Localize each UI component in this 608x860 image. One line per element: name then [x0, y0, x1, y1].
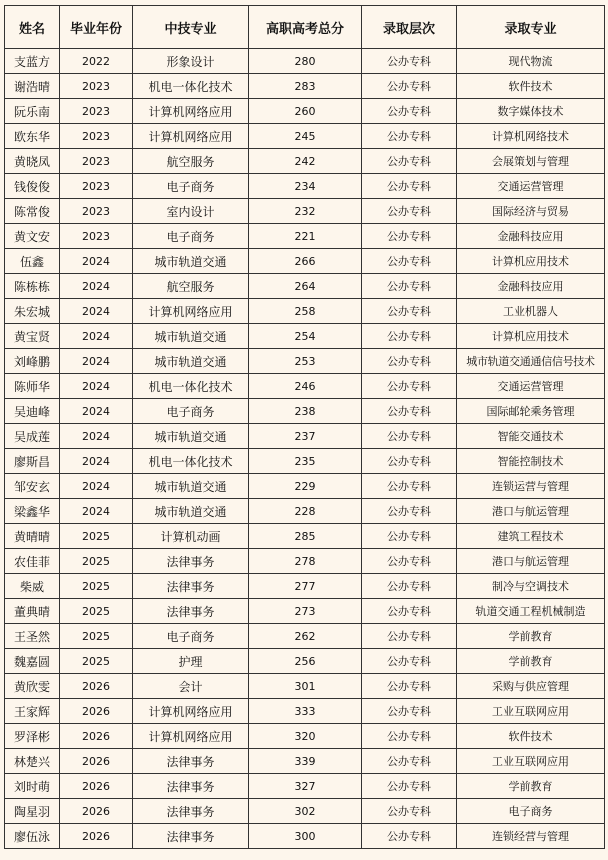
cell-vocational-major: 电子商务 [133, 224, 249, 249]
cell-exam-score: 283 [249, 74, 362, 99]
cell-admitted-major: 计算机应用技术 [457, 249, 605, 274]
table-row [5, 299, 605, 324]
cell-graduation-year: 2025 [60, 624, 133, 649]
cell-admission-level: 公办专科 [362, 599, 457, 624]
cell-exam-score: 264 [249, 274, 362, 299]
cell-graduation-year: 2024 [60, 474, 133, 499]
cell-name: 廖伍泳 [5, 824, 60, 849]
cell-admitted-major: 建筑工程技术 [457, 524, 605, 549]
cell-graduation-year: 2023 [60, 124, 133, 149]
cell-graduation-year: 2023 [60, 199, 133, 224]
table-row [5, 124, 605, 149]
cell-exam-score: 320 [249, 724, 362, 749]
cell-admission-level: 公办专科 [362, 724, 457, 749]
cell-exam-score: 237 [249, 424, 362, 449]
cell-vocational-major: 法律事务 [133, 549, 249, 574]
cell-graduation-year: 2024 [60, 299, 133, 324]
cell-name: 谢浩晴 [5, 74, 60, 99]
cell-name: 阮乐南 [5, 99, 60, 124]
cell-exam-score: 333 [249, 699, 362, 724]
cell-name: 王家辉 [5, 699, 60, 724]
cell-exam-score: 280 [249, 49, 362, 74]
cell-name: 林楚兴 [5, 749, 60, 774]
cell-admitted-major: 软件技术 [457, 74, 605, 99]
cell-vocational-major: 法律事务 [133, 774, 249, 799]
table-row [5, 399, 605, 424]
cell-name: 刘峰鹏 [5, 349, 60, 374]
cell-admission-level: 公办专科 [362, 824, 457, 849]
cell-name: 王圣然 [5, 624, 60, 649]
cell-graduation-year: 2024 [60, 349, 133, 374]
cell-graduation-year: 2024 [60, 449, 133, 474]
cell-exam-score: 260 [249, 99, 362, 124]
table-row [5, 424, 605, 449]
cell-name: 黄晴晴 [5, 524, 60, 549]
cell-name: 欧东华 [5, 124, 60, 149]
header-admission-level: 录取层次 [362, 6, 457, 49]
cell-vocational-major: 计算机网络应用 [133, 124, 249, 149]
cell-admitted-major: 城市轨道交通通信信号技术 [457, 349, 605, 374]
table-row [5, 649, 605, 674]
cell-admission-level: 公办专科 [362, 424, 457, 449]
cell-admission-level: 公办专科 [362, 749, 457, 774]
admission-table-container [4, 5, 604, 849]
header-exam-score: 高职高考总分 [249, 6, 362, 49]
cell-vocational-major: 法律事务 [133, 824, 249, 849]
cell-graduation-year: 2025 [60, 524, 133, 549]
cell-admitted-major: 现代物流 [457, 49, 605, 74]
cell-exam-score: 246 [249, 374, 362, 399]
cell-exam-score: 254 [249, 324, 362, 349]
table-row [5, 49, 605, 74]
cell-admission-level: 公办专科 [362, 324, 457, 349]
table-row [5, 349, 605, 374]
table-row [5, 774, 605, 799]
cell-name: 伍鑫 [5, 249, 60, 274]
cell-admitted-major: 金融科技应用 [457, 224, 605, 249]
cell-admitted-major: 轨道交通工程机械制造 [457, 599, 605, 624]
cell-graduation-year: 2024 [60, 249, 133, 274]
cell-admitted-major: 软件技术 [457, 724, 605, 749]
cell-vocational-major: 会计 [133, 674, 249, 699]
cell-admitted-major: 交通运营管理 [457, 174, 605, 199]
cell-vocational-major: 形象设计 [133, 49, 249, 74]
cell-graduation-year: 2026 [60, 799, 133, 824]
cell-name: 董典晴 [5, 599, 60, 624]
cell-admitted-major: 学前教育 [457, 649, 605, 674]
cell-admission-level: 公办专科 [362, 499, 457, 524]
cell-graduation-year: 2023 [60, 149, 133, 174]
cell-vocational-major: 计算机网络应用 [133, 299, 249, 324]
cell-graduation-year: 2026 [60, 674, 133, 699]
header-row [5, 6, 605, 49]
table-row [5, 574, 605, 599]
cell-admitted-major: 工业互联网应用 [457, 699, 605, 724]
table-row [5, 724, 605, 749]
cell-graduation-year: 2024 [60, 374, 133, 399]
cell-vocational-major: 城市轨道交通 [133, 474, 249, 499]
admission-table [4, 5, 605, 849]
cell-admission-level: 公办专科 [362, 199, 457, 224]
cell-exam-score: 327 [249, 774, 362, 799]
cell-exam-score: 301 [249, 674, 362, 699]
table-row [5, 449, 605, 474]
cell-graduation-year: 2024 [60, 499, 133, 524]
table-row [5, 674, 605, 699]
cell-vocational-major: 城市轨道交通 [133, 349, 249, 374]
cell-vocational-major: 城市轨道交通 [133, 249, 249, 274]
cell-vocational-major: 法律事务 [133, 599, 249, 624]
cell-name: 吴成莲 [5, 424, 60, 449]
cell-exam-score: 273 [249, 599, 362, 624]
cell-admission-level: 公办专科 [362, 124, 457, 149]
cell-admitted-major: 学前教育 [457, 774, 605, 799]
cell-vocational-major: 机电一体化技术 [133, 74, 249, 99]
cell-name: 刘时萌 [5, 774, 60, 799]
table-row [5, 374, 605, 399]
cell-admitted-major: 工业机器人 [457, 299, 605, 324]
cell-graduation-year: 2025 [60, 649, 133, 674]
cell-admitted-major: 智能控制技术 [457, 449, 605, 474]
cell-graduation-year: 2024 [60, 324, 133, 349]
cell-exam-score: 278 [249, 549, 362, 574]
header-vocational-major: 中技专业 [133, 6, 249, 49]
cell-name: 罗泽彬 [5, 724, 60, 749]
table-row [5, 199, 605, 224]
table-row [5, 824, 605, 849]
cell-admission-level: 公办专科 [362, 174, 457, 199]
cell-exam-score: 238 [249, 399, 362, 424]
table-row [5, 324, 605, 349]
cell-admitted-major: 计算机网络技术 [457, 124, 605, 149]
header-name: 姓名 [5, 6, 60, 49]
cell-admitted-major: 计算机应用技术 [457, 324, 605, 349]
cell-name: 柴威 [5, 574, 60, 599]
cell-admission-level: 公办专科 [362, 149, 457, 174]
cell-admission-level: 公办专科 [362, 374, 457, 399]
cell-name: 朱宏城 [5, 299, 60, 324]
cell-graduation-year: 2025 [60, 549, 133, 574]
cell-admission-level: 公办专科 [362, 524, 457, 549]
cell-exam-score: 232 [249, 199, 362, 224]
cell-admitted-major: 连锁运营与管理 [457, 474, 605, 499]
cell-admission-level: 公办专科 [362, 224, 457, 249]
cell-graduation-year: 2023 [60, 224, 133, 249]
cell-admitted-major: 电子商务 [457, 799, 605, 824]
table-row [5, 99, 605, 124]
cell-exam-score: 229 [249, 474, 362, 499]
cell-name: 黄宝贤 [5, 324, 60, 349]
cell-admitted-major: 连锁经营与管理 [457, 824, 605, 849]
cell-name: 魏嘉圆 [5, 649, 60, 674]
cell-admission-level: 公办专科 [362, 674, 457, 699]
cell-vocational-major: 护理 [133, 649, 249, 674]
table-row [5, 524, 605, 549]
cell-vocational-major: 计算机网络应用 [133, 724, 249, 749]
cell-exam-score: 221 [249, 224, 362, 249]
cell-admitted-major: 学前教育 [457, 624, 605, 649]
table-row [5, 249, 605, 274]
table-row [5, 499, 605, 524]
cell-name: 农佳菲 [5, 549, 60, 574]
cell-graduation-year: 2026 [60, 824, 133, 849]
cell-admission-level: 公办专科 [362, 274, 457, 299]
cell-vocational-major: 航空服务 [133, 274, 249, 299]
table-header [5, 6, 605, 49]
cell-admitted-major: 采购与供应管理 [457, 674, 605, 699]
cell-vocational-major: 电子商务 [133, 399, 249, 424]
table-row [5, 74, 605, 99]
cell-vocational-major: 法律事务 [133, 799, 249, 824]
cell-name: 黄文安 [5, 224, 60, 249]
cell-vocational-major: 电子商务 [133, 174, 249, 199]
cell-graduation-year: 2024 [60, 274, 133, 299]
cell-admitted-major: 国际经济与贸易 [457, 199, 605, 224]
cell-exam-score: 300 [249, 824, 362, 849]
cell-exam-score: 258 [249, 299, 362, 324]
cell-admission-level: 公办专科 [362, 399, 457, 424]
cell-exam-score: 285 [249, 524, 362, 549]
cell-vocational-major: 计算机网络应用 [133, 99, 249, 124]
cell-graduation-year: 2023 [60, 74, 133, 99]
cell-vocational-major: 法律事务 [133, 574, 249, 599]
cell-graduation-year: 2026 [60, 699, 133, 724]
cell-vocational-major: 计算机动画 [133, 524, 249, 549]
table-row [5, 224, 605, 249]
cell-name: 黄欣雯 [5, 674, 60, 699]
cell-vocational-major: 机电一体化技术 [133, 374, 249, 399]
cell-exam-score: 245 [249, 124, 362, 149]
cell-graduation-year: 2023 [60, 174, 133, 199]
cell-graduation-year: 2026 [60, 749, 133, 774]
cell-admission-level: 公办专科 [362, 49, 457, 74]
header-admitted-major: 录取专业 [457, 6, 605, 49]
cell-graduation-year: 2022 [60, 49, 133, 74]
cell-admitted-major: 国际邮轮乘务管理 [457, 399, 605, 424]
cell-exam-score: 277 [249, 574, 362, 599]
cell-exam-score: 234 [249, 174, 362, 199]
cell-name: 梁鑫华 [5, 499, 60, 524]
cell-exam-score: 256 [249, 649, 362, 674]
table-row [5, 599, 605, 624]
cell-exam-score: 266 [249, 249, 362, 274]
table-row [5, 174, 605, 199]
cell-admission-level: 公办专科 [362, 574, 457, 599]
cell-admitted-major: 工业互联网应用 [457, 749, 605, 774]
cell-exam-score: 253 [249, 349, 362, 374]
cell-admission-level: 公办专科 [362, 649, 457, 674]
cell-name: 陈栋栋 [5, 274, 60, 299]
cell-name: 邹安玄 [5, 474, 60, 499]
cell-exam-score: 302 [249, 799, 362, 824]
cell-exam-score: 242 [249, 149, 362, 174]
table-row [5, 474, 605, 499]
table-row [5, 149, 605, 174]
cell-vocational-major: 电子商务 [133, 624, 249, 649]
cell-admission-level: 公办专科 [362, 249, 457, 274]
cell-admitted-major: 金融科技应用 [457, 274, 605, 299]
cell-exam-score: 262 [249, 624, 362, 649]
cell-admission-level: 公办专科 [362, 449, 457, 474]
cell-admission-level: 公办专科 [362, 549, 457, 574]
table-row [5, 699, 605, 724]
cell-graduation-year: 2024 [60, 399, 133, 424]
cell-vocational-major: 城市轨道交通 [133, 424, 249, 449]
cell-admitted-major: 会展策划与管理 [457, 149, 605, 174]
cell-vocational-major: 机电一体化技术 [133, 449, 249, 474]
cell-name: 陈常俊 [5, 199, 60, 224]
cell-admitted-major: 智能交通技术 [457, 424, 605, 449]
cell-admission-level: 公办专科 [362, 699, 457, 724]
cell-exam-score: 235 [249, 449, 362, 474]
cell-admission-level: 公办专科 [362, 74, 457, 99]
header-graduation-year: 毕业年份 [60, 6, 133, 49]
cell-vocational-major: 法律事务 [133, 749, 249, 774]
cell-admission-level: 公办专科 [362, 799, 457, 824]
cell-vocational-major: 城市轨道交通 [133, 324, 249, 349]
cell-admission-level: 公办专科 [362, 624, 457, 649]
cell-exam-score: 228 [249, 499, 362, 524]
cell-admitted-major: 制冷与空调技术 [457, 574, 605, 599]
cell-admission-level: 公办专科 [362, 474, 457, 499]
cell-vocational-major: 航空服务 [133, 149, 249, 174]
cell-name: 吴迪峰 [5, 399, 60, 424]
table-body [5, 49, 605, 849]
cell-vocational-major: 计算机网络应用 [133, 699, 249, 724]
cell-admitted-major: 港口与航运管理 [457, 549, 605, 574]
cell-graduation-year: 2026 [60, 774, 133, 799]
cell-admitted-major: 数字媒体技术 [457, 99, 605, 124]
cell-admission-level: 公办专科 [362, 774, 457, 799]
table-row [5, 749, 605, 774]
cell-admitted-major: 交通运营管理 [457, 374, 605, 399]
cell-name: 钱俊俊 [5, 174, 60, 199]
cell-name: 支蓝方 [5, 49, 60, 74]
cell-admission-level: 公办专科 [362, 99, 457, 124]
cell-graduation-year: 2025 [60, 574, 133, 599]
cell-graduation-year: 2023 [60, 99, 133, 124]
table-row [5, 624, 605, 649]
cell-admission-level: 公办专科 [362, 299, 457, 324]
cell-name: 廖斯昌 [5, 449, 60, 474]
cell-name: 陈师华 [5, 374, 60, 399]
cell-name: 陶星羽 [5, 799, 60, 824]
cell-graduation-year: 2026 [60, 724, 133, 749]
cell-vocational-major: 室内设计 [133, 199, 249, 224]
cell-vocational-major: 城市轨道交通 [133, 499, 249, 524]
cell-graduation-year: 2025 [60, 599, 133, 624]
cell-graduation-year: 2024 [60, 424, 133, 449]
table-row [5, 274, 605, 299]
cell-name: 黄晓凤 [5, 149, 60, 174]
table-row [5, 799, 605, 824]
cell-admission-level: 公办专科 [362, 349, 457, 374]
cell-exam-score: 339 [249, 749, 362, 774]
cell-admitted-major: 港口与航运管理 [457, 499, 605, 524]
table-row [5, 549, 605, 574]
